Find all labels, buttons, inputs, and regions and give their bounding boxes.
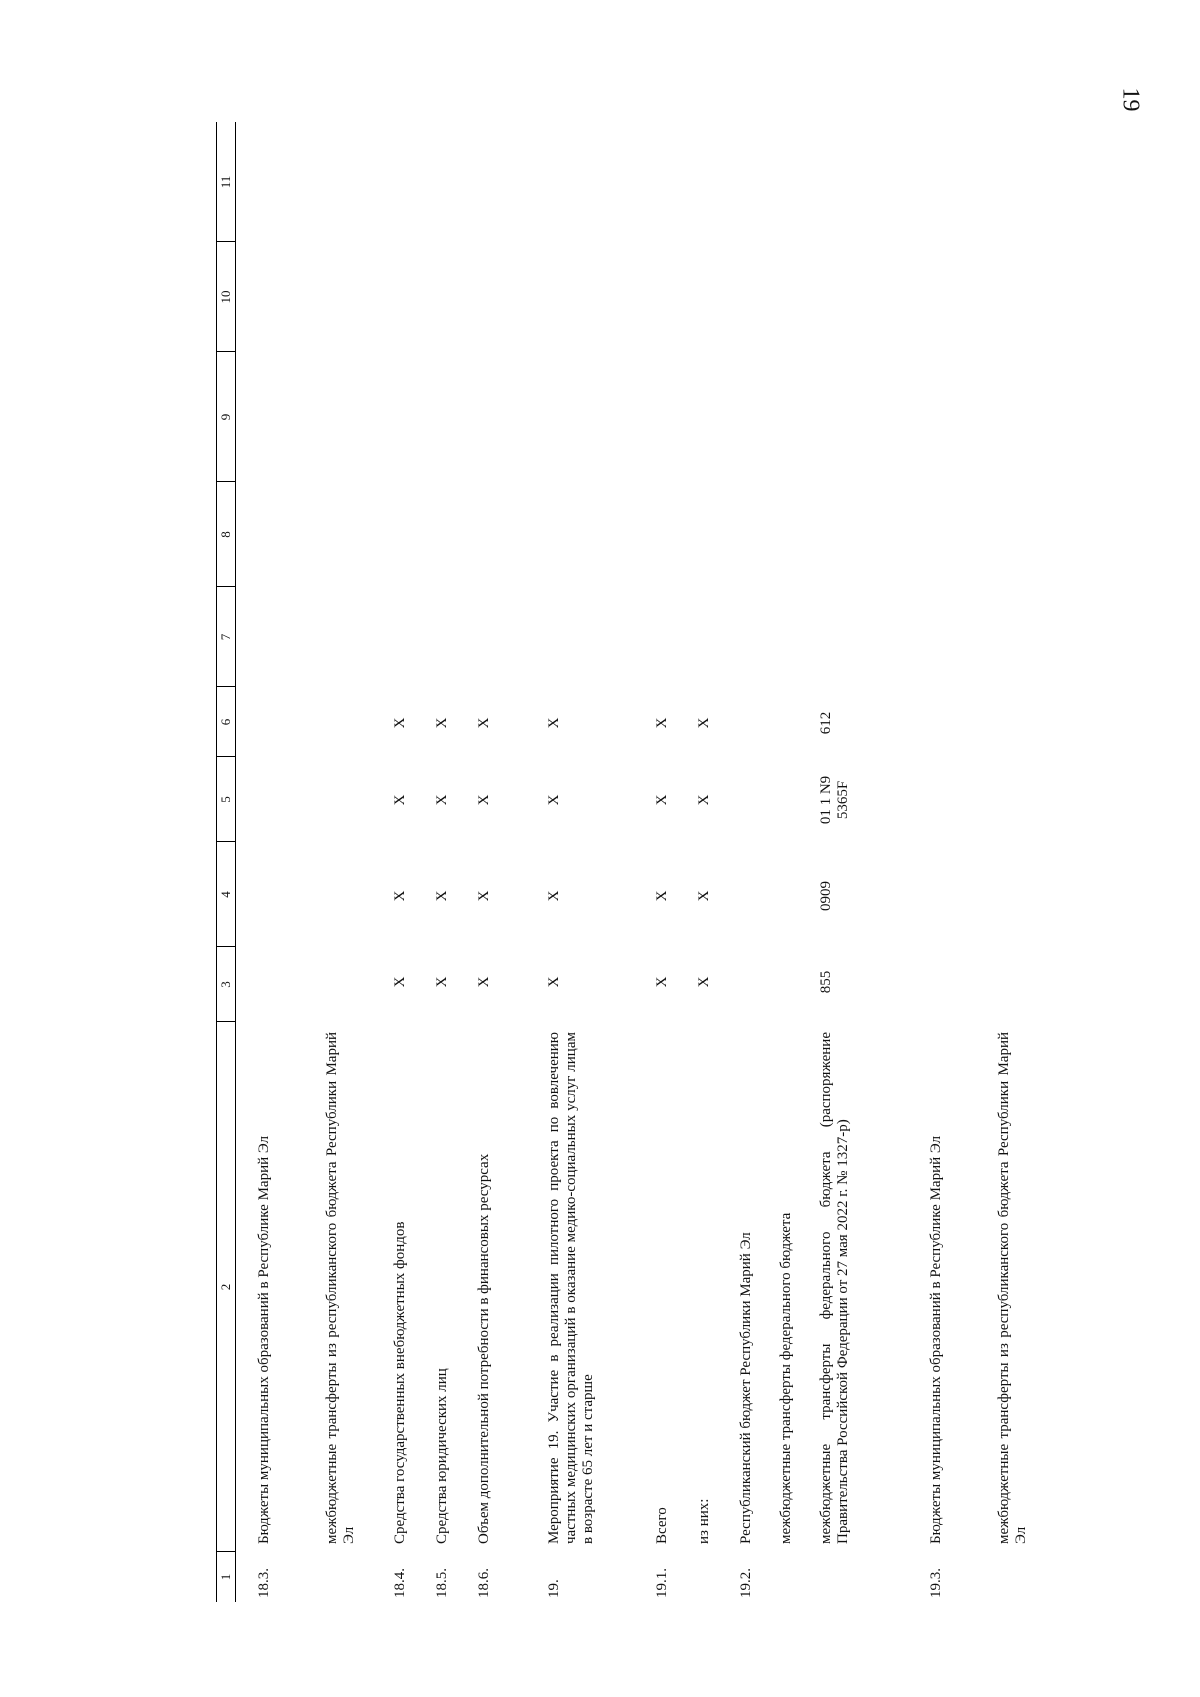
row-number: 18.5.: [434, 1568, 450, 1598]
row-number: 19.1.: [654, 1568, 670, 1598]
row-name: из них:: [696, 1498, 712, 1544]
column-divider: [217, 686, 235, 687]
cell-col-6: Х: [476, 717, 492, 729]
page-number: 19: [1117, 87, 1144, 112]
table-header: [216, 122, 236, 1602]
column-divider: [217, 841, 235, 842]
row-number: 18.6.: [476, 1568, 492, 1598]
row-name: Объем дополнительной потребности в финансовых ресурсах: [476, 1153, 492, 1544]
column-header-7: 7: [218, 633, 233, 641]
cell-col-5: Х: [434, 794, 450, 806]
cell-col-3: Х: [654, 976, 670, 988]
column-divider: [217, 946, 235, 947]
cell-col-3: Х: [434, 976, 450, 988]
cell-col-6: Х: [654, 717, 670, 729]
cell-col-5: Х: [476, 794, 492, 806]
column-header-1: 1: [218, 1573, 233, 1581]
row-name: межбюджетные трансферты федерального бюджета (распоряжение Правительства Российской Федерации от 27 мая 2022 г. № 1327-р): [818, 1032, 851, 1544]
row-number: 18.4.: [392, 1568, 408, 1598]
column-header-2: 2: [218, 1283, 233, 1291]
cell-col-3: Х: [476, 976, 492, 988]
column-header-11: 11: [218, 175, 233, 189]
cell-col-5: Х: [696, 794, 712, 806]
cell-col-6: Х: [696, 717, 712, 729]
cell-col-4: 0909: [818, 881, 834, 911]
column-header-9: 9: [218, 413, 233, 421]
row-number: 19.2.: [738, 1568, 754, 1598]
cell-col-3: Х: [696, 976, 712, 988]
row-name: Средства юридических лиц: [434, 1368, 450, 1544]
column-divider: [217, 756, 235, 757]
cell-col-6: Х: [434, 717, 450, 729]
cell-col-6: Х: [392, 717, 408, 729]
row-name: Бюджеты муниципальных образований в Республике Марий Эл: [256, 1135, 272, 1544]
row-name: Республиканский бюджет Республики Марий Эл: [738, 1232, 754, 1544]
cell-col-3: Х: [392, 976, 408, 988]
cell-col-5: Х: [654, 794, 670, 806]
column-header-3: 3: [218, 981, 233, 988]
cell-col-3: Х: [546, 976, 562, 988]
row-name: Бюджеты муниципальных образований в Республике Марий Эл: [928, 1135, 944, 1544]
cell-col-6: Х: [546, 717, 562, 729]
column-header-10: 10: [218, 290, 233, 304]
column-header-8: 8: [218, 531, 233, 538]
cell-col-4: Х: [654, 890, 670, 902]
cell-col-4: Х: [476, 890, 492, 902]
column-header-5: 5: [218, 796, 233, 803]
cell-col-4: Х: [392, 890, 408, 902]
cell-col-4: Х: [696, 890, 712, 902]
row-name: межбюджетные трансферты федерального бюджета: [778, 1212, 794, 1544]
column-divider: [217, 351, 235, 352]
cell-col-5: Х: [546, 794, 562, 806]
column-divider: [217, 1021, 235, 1022]
cell-col-5: Х: [392, 794, 408, 806]
row-number: 19.3.: [928, 1568, 944, 1598]
column-divider: [217, 1551, 235, 1552]
column-header-6: 6: [218, 718, 233, 726]
budget-table: [216, 122, 1029, 1602]
column-divider: [217, 241, 235, 242]
column-divider: [217, 481, 235, 482]
cell-col-6: 612: [818, 711, 834, 735]
cell-col-4: Х: [546, 890, 562, 902]
row-name: Мероприятие 19. Участие в реализации пилотного проекта по вовлечению частных медицинских организаций в оказание медико-социальных услуг лицам в возрасте 65 лет и старше: [546, 1032, 596, 1544]
row-name: Средства государственных внебюджетных фондов: [392, 1221, 408, 1544]
row-number: 19.: [546, 1579, 562, 1598]
cell-col-5: 01 1 N9 5365F: [818, 775, 851, 825]
row-name: межбюджетные трансферты из республиканского бюджета Республики Марий Эл: [996, 1032, 1029, 1544]
row-number: 18.3.: [256, 1568, 272, 1598]
row-name: Всего: [654, 1507, 670, 1544]
cell-col-4: Х: [434, 890, 450, 902]
column-header-4: 4: [218, 891, 233, 898]
column-divider: [217, 586, 235, 587]
cell-col-3: 855: [818, 970, 834, 994]
row-name: межбюджетные трансферты из республиканского бюджета Республики Марий Эл: [324, 1032, 357, 1544]
